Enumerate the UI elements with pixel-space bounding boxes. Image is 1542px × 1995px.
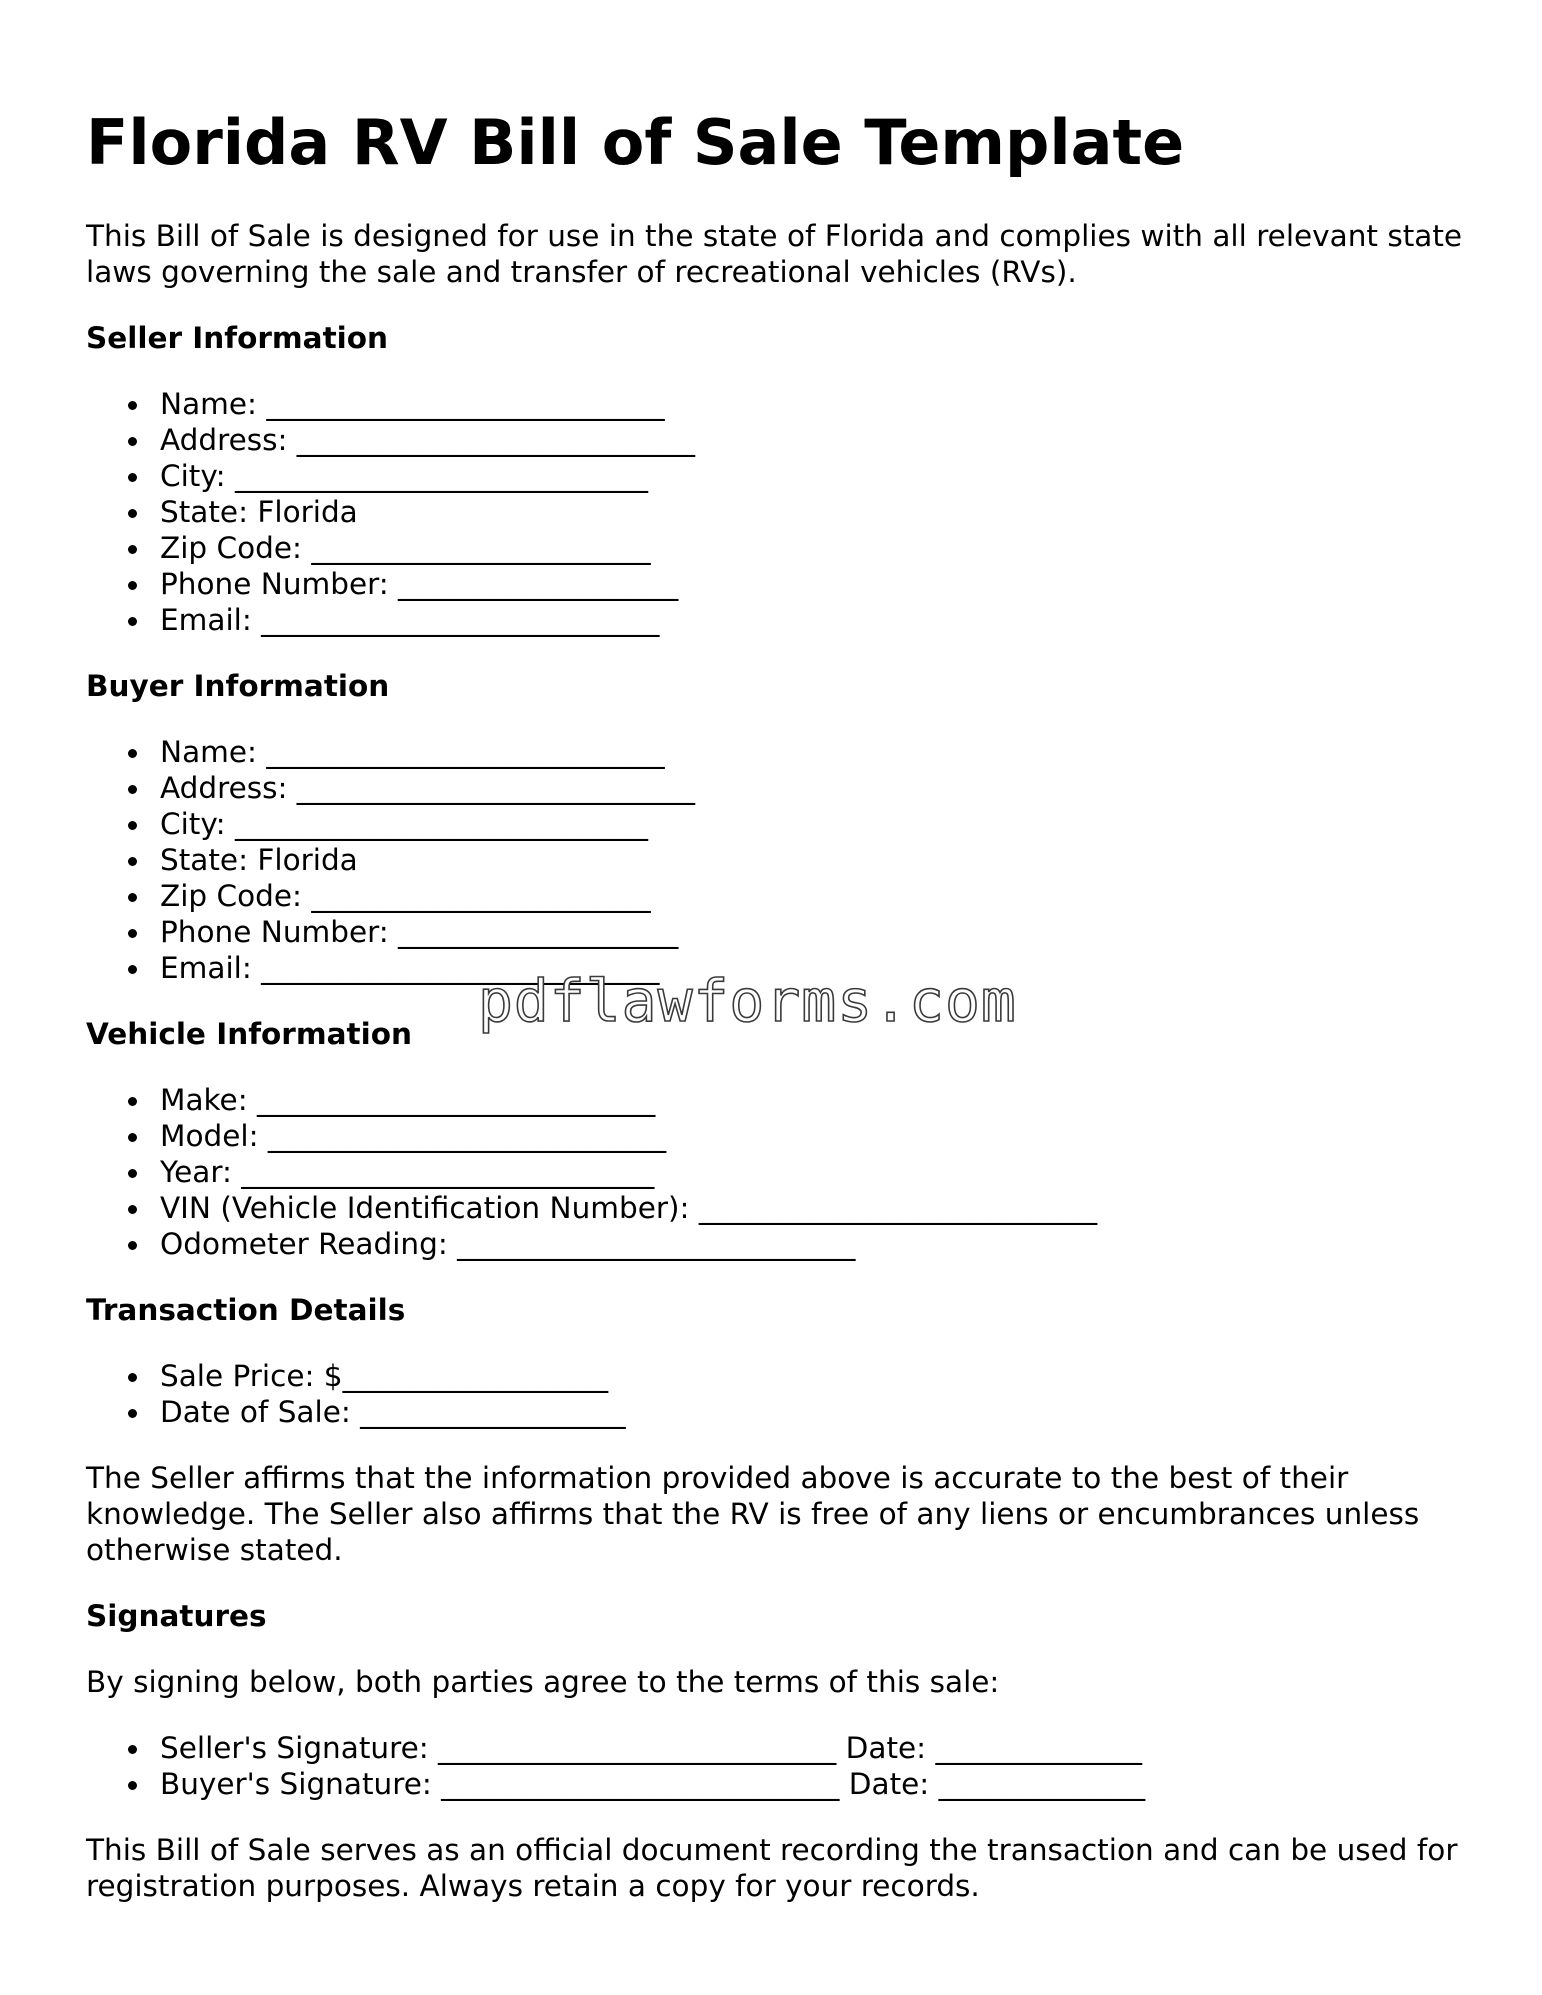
seller-name-field: Name: ___________________________ [160, 386, 1476, 422]
seller-signature-field: Seller's Signature: ___________________________ Date: ______________ [160, 1730, 1476, 1766]
vehicle-odometer-field: Odometer Reading: ___________________________ [160, 1226, 1476, 1262]
vehicle-year-field: Year: ____________________________ [160, 1154, 1476, 1190]
document-page [86, 98, 1476, 1904]
affirmation-paragraph: The Seller affirms that the information provided above is accurate to the best of their knowledge. The Seller also affirms that the RV is free of any liens or encumbrances unless otherwise stated. [86, 1461, 1420, 1567]
closing-paragraph: This Bill of Sale serves as an official document recording the transaction and can be used for registration purposes. Always retain a copy for your records. [86, 1833, 1458, 1903]
vehicle-heading: Vehicle Information [86, 1017, 412, 1051]
vehicle-make-field: Make: ___________________________ [160, 1082, 1476, 1118]
sale-date-field: Date of Sale: __________________ [160, 1394, 1476, 1430]
vehicle-fields [86, 1082, 1476, 1262]
buyer-signature-field: Buyer's Signature: ___________________________ Date: ______________ [160, 1766, 1476, 1802]
vehicle-model-field: Model: ___________________________ [160, 1118, 1476, 1154]
seller-city-field: City: ____________________________ [160, 458, 1476, 494]
buyer-state-field: State: Florida [160, 842, 1476, 878]
intro-paragraph: This Bill of Sale is designed for use in the state of Florida and complies with all relevant state laws governing the sale and transfer of recreational vehicles (RVs). [86, 219, 1463, 289]
buyer-address-field: Address: ___________________________ [160, 770, 1476, 806]
transaction-fields [86, 1358, 1476, 1430]
buyer-name-field: Name: ___________________________ [160, 734, 1476, 770]
signature-fields [86, 1730, 1476, 1802]
sale-price-field: Sale Price: $__________________ [160, 1358, 1476, 1394]
buyer-fields [86, 734, 1476, 986]
seller-fields [86, 386, 1476, 638]
signatures-intro: By signing below, both parties agree to the terms of this sale: [86, 1665, 1000, 1699]
watermark: pdflawforms.com [478, 967, 1017, 1035]
seller-heading: Seller Information [86, 321, 389, 355]
seller-state-field: State: Florida [160, 494, 1476, 530]
buyer-zip-field: Zip Code: _______________________ [160, 878, 1476, 914]
vehicle-vin-field: VIN (Vehicle Identification Number): ___________________________ [160, 1190, 1476, 1226]
page-title: Florida RV Bill of Sale Template [86, 106, 1185, 179]
buyer-city-field: City: ____________________________ [160, 806, 1476, 842]
seller-phone-field: Phone Number: ___________________ [160, 566, 1476, 602]
buyer-heading: Buyer Information [86, 669, 390, 703]
signatures-heading: Signatures [86, 1599, 267, 1633]
seller-email-field: Email: ___________________________ [160, 602, 1476, 638]
transaction-heading: Transaction Details [86, 1293, 406, 1327]
seller-zip-field: Zip Code: _______________________ [160, 530, 1476, 566]
seller-address-field: Address: ___________________________ [160, 422, 1476, 458]
buyer-phone-field: Phone Number: ___________________ [160, 914, 1476, 950]
buyer-email-field: Email: ___________________________ [160, 950, 1476, 986]
